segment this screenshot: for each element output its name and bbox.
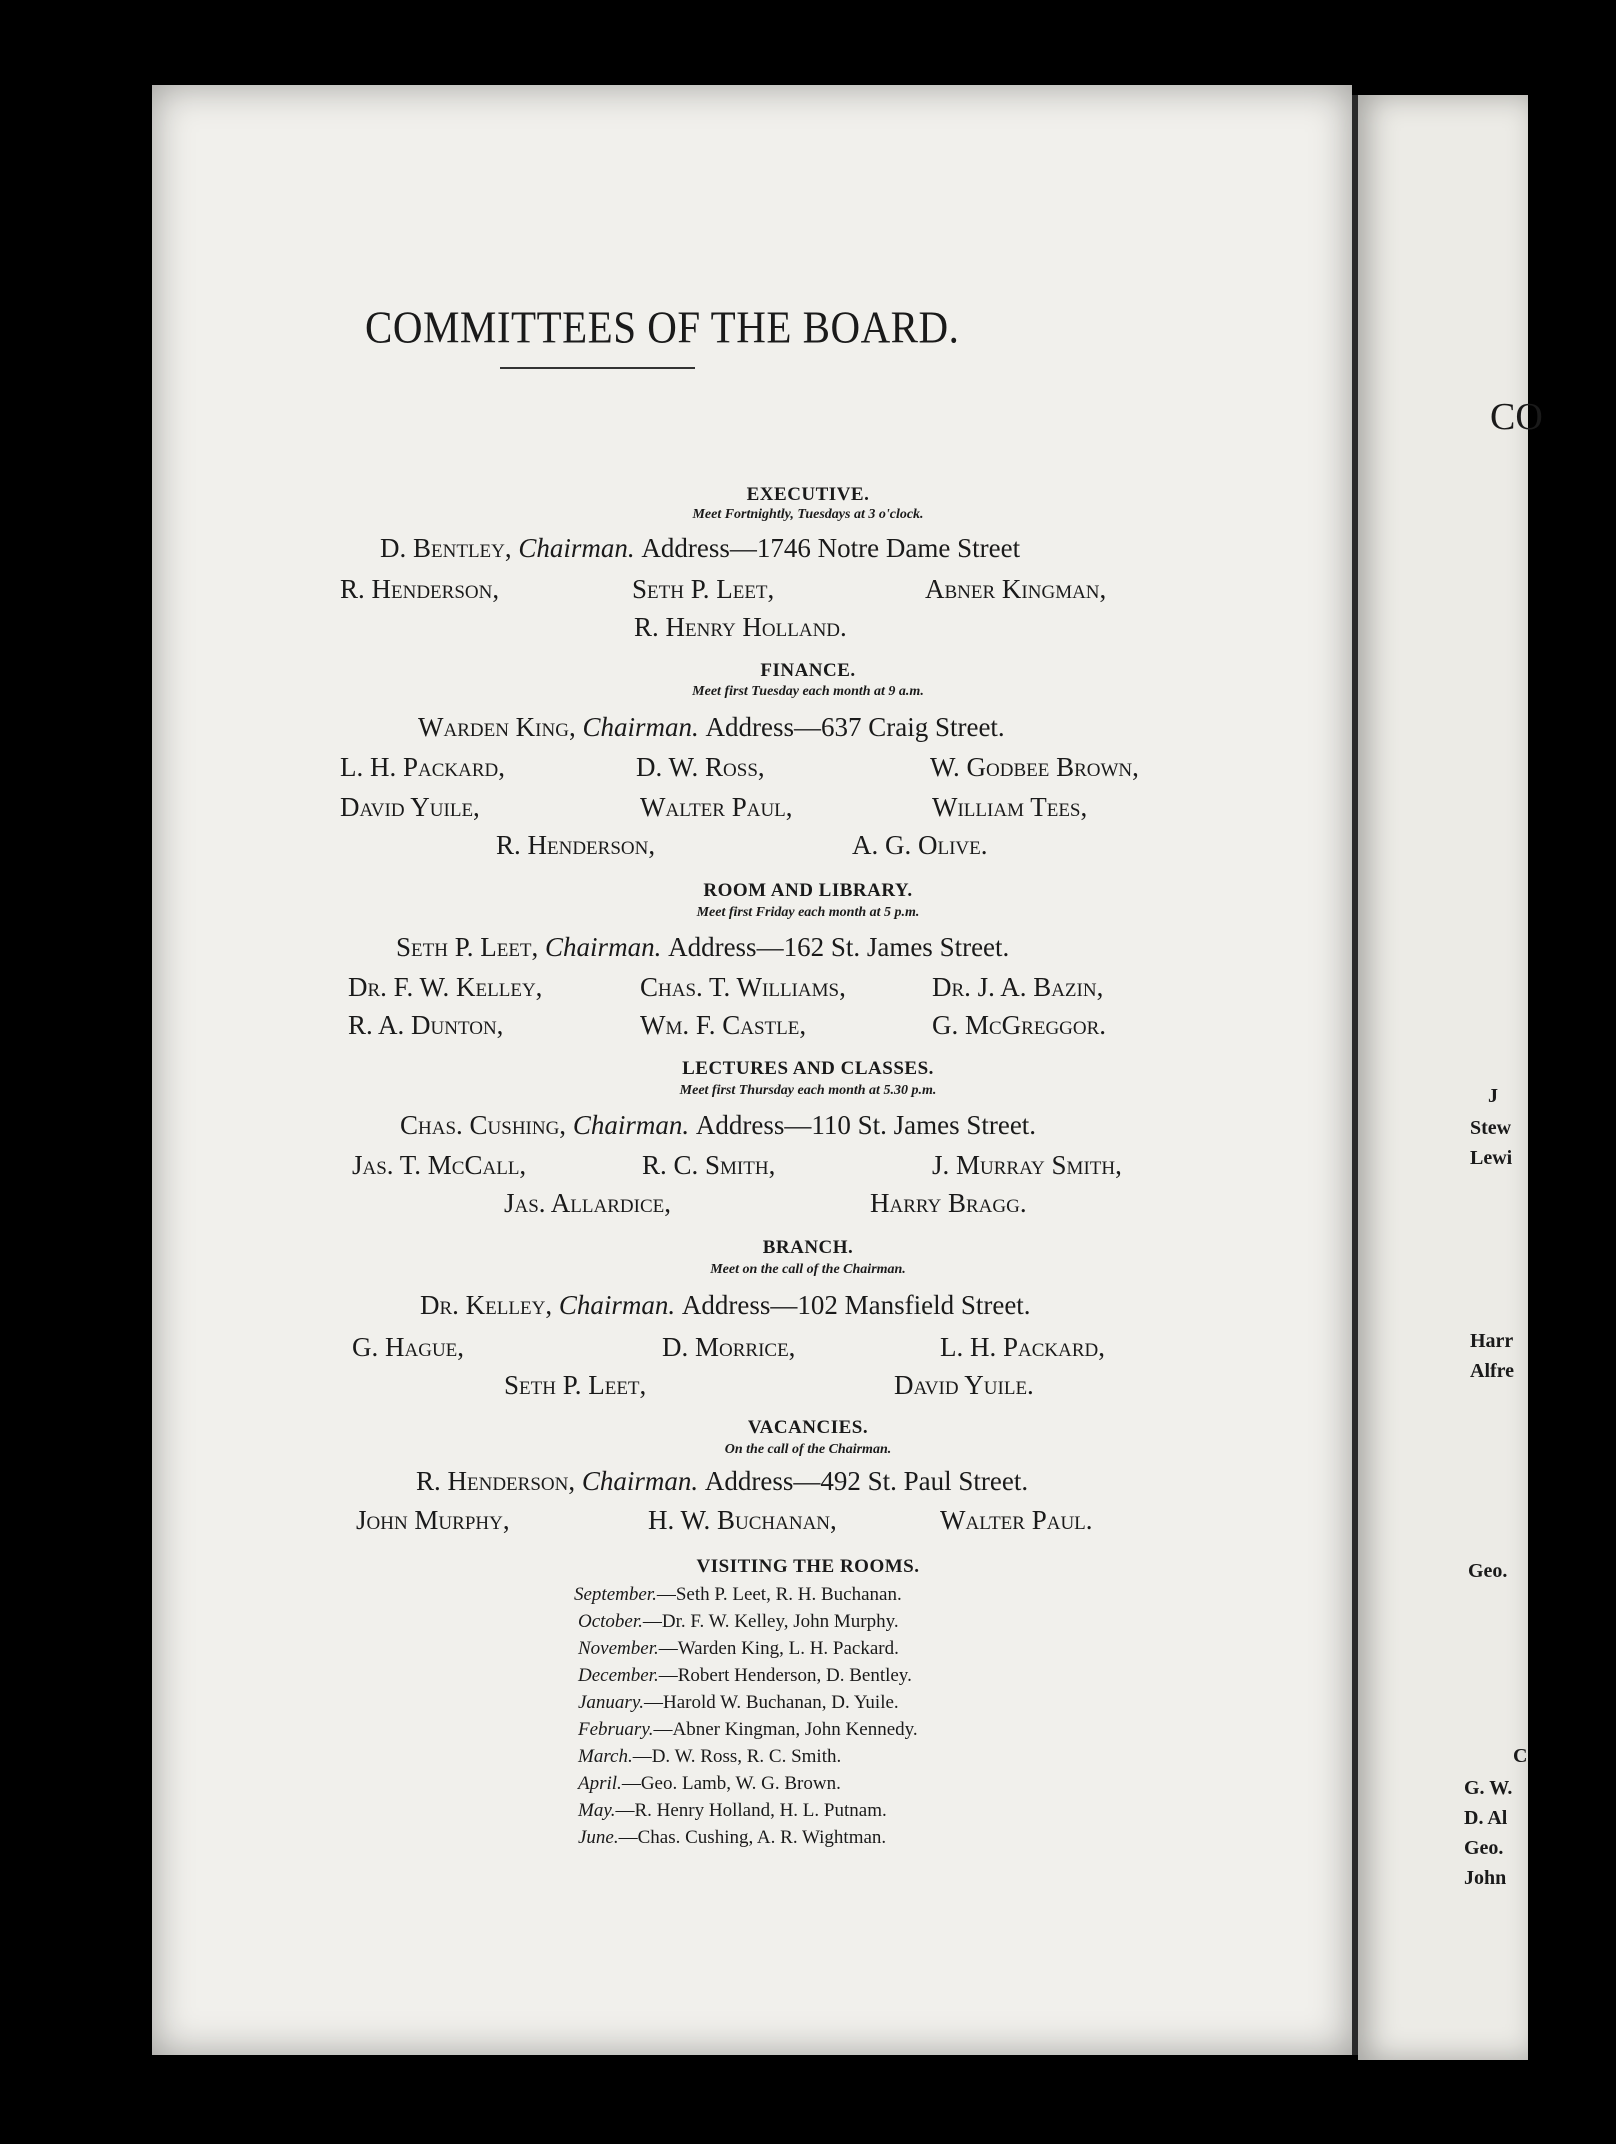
member: John Murphy,	[356, 1505, 510, 1535]
chairman-line-lectures: Chas. Cushing, Chairman. Address—110 St. James Street.	[400, 1110, 1037, 1140]
right-page-fragment: John	[1464, 1867, 1507, 1889]
member: L. H. Packard,	[340, 752, 505, 782]
section-heading-lectures: LECTURES AND CLASSES.	[682, 1058, 934, 1079]
member: H. W. Buchanan,	[648, 1505, 837, 1535]
member: G. McGreggor.	[932, 1010, 1107, 1040]
member: D. W. Ross,	[636, 752, 765, 782]
visiting-row: October.—Dr. F. W. Kelley, John Murphy.	[578, 1611, 899, 1632]
member: Walter Paul,	[640, 792, 793, 822]
member: Abner Kingman,	[925, 574, 1107, 604]
member: R. Henderson,	[496, 830, 656, 860]
chairman-line-branch: Dr. Kelley, Chairman. Address—102 Mansfield Street.	[420, 1290, 1031, 1320]
member: J. Murray Smith,	[932, 1150, 1122, 1180]
visiting-row: May.—R. Henry Holland, H. L. Putnam.	[578, 1800, 887, 1821]
member: Jas. T. McCall,	[352, 1150, 527, 1180]
member: William Tees,	[932, 792, 1088, 822]
section-heading-finance: FINANCE.	[760, 660, 856, 681]
section-heading-branch: BRANCH.	[762, 1237, 854, 1258]
member: G. Hague,	[352, 1332, 465, 1362]
member: A. G. Olive.	[852, 830, 988, 860]
visiting-row: September.—Seth P. Leet, R. H. Buchanan.	[574, 1584, 902, 1605]
chairman-line-room-library: Seth P. Leet, Chairman. Address—162 St. James Street.	[396, 932, 1010, 962]
right-page-fragment: Stew	[1470, 1117, 1512, 1139]
visiting-row: March.—D. W. Ross, R. C. Smith.	[578, 1746, 842, 1767]
member: Harry Bragg.	[870, 1188, 1027, 1218]
meeting-note-vacancies: On the call of the Chairman.	[724, 1442, 892, 1457]
member: Seth P. Leet,	[504, 1370, 647, 1400]
right-page-fragment: D. Al	[1464, 1807, 1508, 1829]
member: W. Godbee Brown,	[930, 752, 1139, 782]
right-page-fragment: C	[1513, 1745, 1528, 1767]
page-title: COMMITTEES OF THE BOARD.	[365, 301, 960, 353]
member: Jas. Allardice,	[504, 1188, 671, 1218]
member: R. Henry Holland.	[634, 612, 847, 642]
section-heading-vacancies: VACANCIES.	[747, 1417, 869, 1438]
meeting-note-lectures: Meet first Thursday each month at 5.30 p.m.	[679, 1083, 937, 1098]
member: Wm. F. Castle,	[640, 1010, 807, 1040]
section-heading-executive: EXECUTIVE.	[746, 484, 870, 505]
member: Dr. J. A. Bazin,	[932, 972, 1104, 1002]
visiting-row: April.—Geo. Lamb, W. G. Brown.	[578, 1773, 841, 1794]
member: David Yuile,	[340, 792, 480, 822]
member: R. C. Smith,	[642, 1150, 776, 1180]
member: R. Henderson,	[340, 574, 500, 604]
member: Dr. F. W. Kelley,	[348, 972, 543, 1002]
visiting-row: June.—Chas. Cushing, A. R. Wightman.	[578, 1827, 887, 1848]
meeting-note-executive: Meet Fortnightly, Tuesdays at 3 o'clock.	[692, 507, 924, 522]
right-page-fragment: Geo.	[1464, 1837, 1504, 1859]
right-page-fragment: Alfre	[1470, 1360, 1515, 1382]
visiting-row: December.—Robert Henderson, D. Bentley.	[578, 1665, 912, 1686]
right-page-fragment: Harr	[1470, 1330, 1514, 1352]
meeting-note-branch: Meet on the call of the Chairman.	[710, 1262, 906, 1277]
meeting-note-finance: Meet first Tuesday each month at 9 a.m.	[692, 684, 924, 699]
chairman-line-executive: D. Bentley, Chairman. Address—1746 Notre Dame Street	[380, 533, 1021, 563]
meeting-note-room-library: Meet first Friday each month at 5 p.m.	[696, 905, 920, 920]
right-page-fragment: J	[1488, 1085, 1498, 1107]
member: L. H. Packard,	[940, 1332, 1105, 1362]
section-heading-room-library: ROOM AND LIBRARY.	[703, 880, 913, 901]
chairman-line-finance: Warden King, Chairman. Address—637 Craig Street.	[418, 712, 1005, 742]
member: Chas. T. Williams,	[640, 972, 846, 1002]
right-page-fragment: Lewi	[1470, 1147, 1513, 1169]
member: D. Morrice,	[662, 1332, 796, 1362]
visiting-row: January.—Harold W. Buchanan, D. Yuile.	[578, 1692, 899, 1713]
visiting-row: November.—Warden King, L. H. Packard.	[578, 1638, 899, 1659]
right-page-fragment: G. W.	[1464, 1777, 1513, 1799]
chairman-line-vacancies: R. Henderson, Chairman. Address—492 St. Paul Street.	[416, 1466, 1029, 1496]
right-page-heading-fragment: CO	[1490, 396, 1543, 438]
member: Walter Paul.	[940, 1505, 1093, 1535]
member: Seth P. Leet,	[632, 574, 775, 604]
title-divider	[500, 367, 695, 369]
section-heading-visiting: VISITING THE ROOMS.	[696, 1556, 920, 1577]
member: David Yuile.	[894, 1370, 1034, 1400]
visiting-row: February.—Abner Kingman, John Kennedy.	[578, 1719, 918, 1740]
right-page-fragment: Geo.	[1468, 1560, 1508, 1582]
member: R. A. Dunton,	[348, 1010, 504, 1040]
